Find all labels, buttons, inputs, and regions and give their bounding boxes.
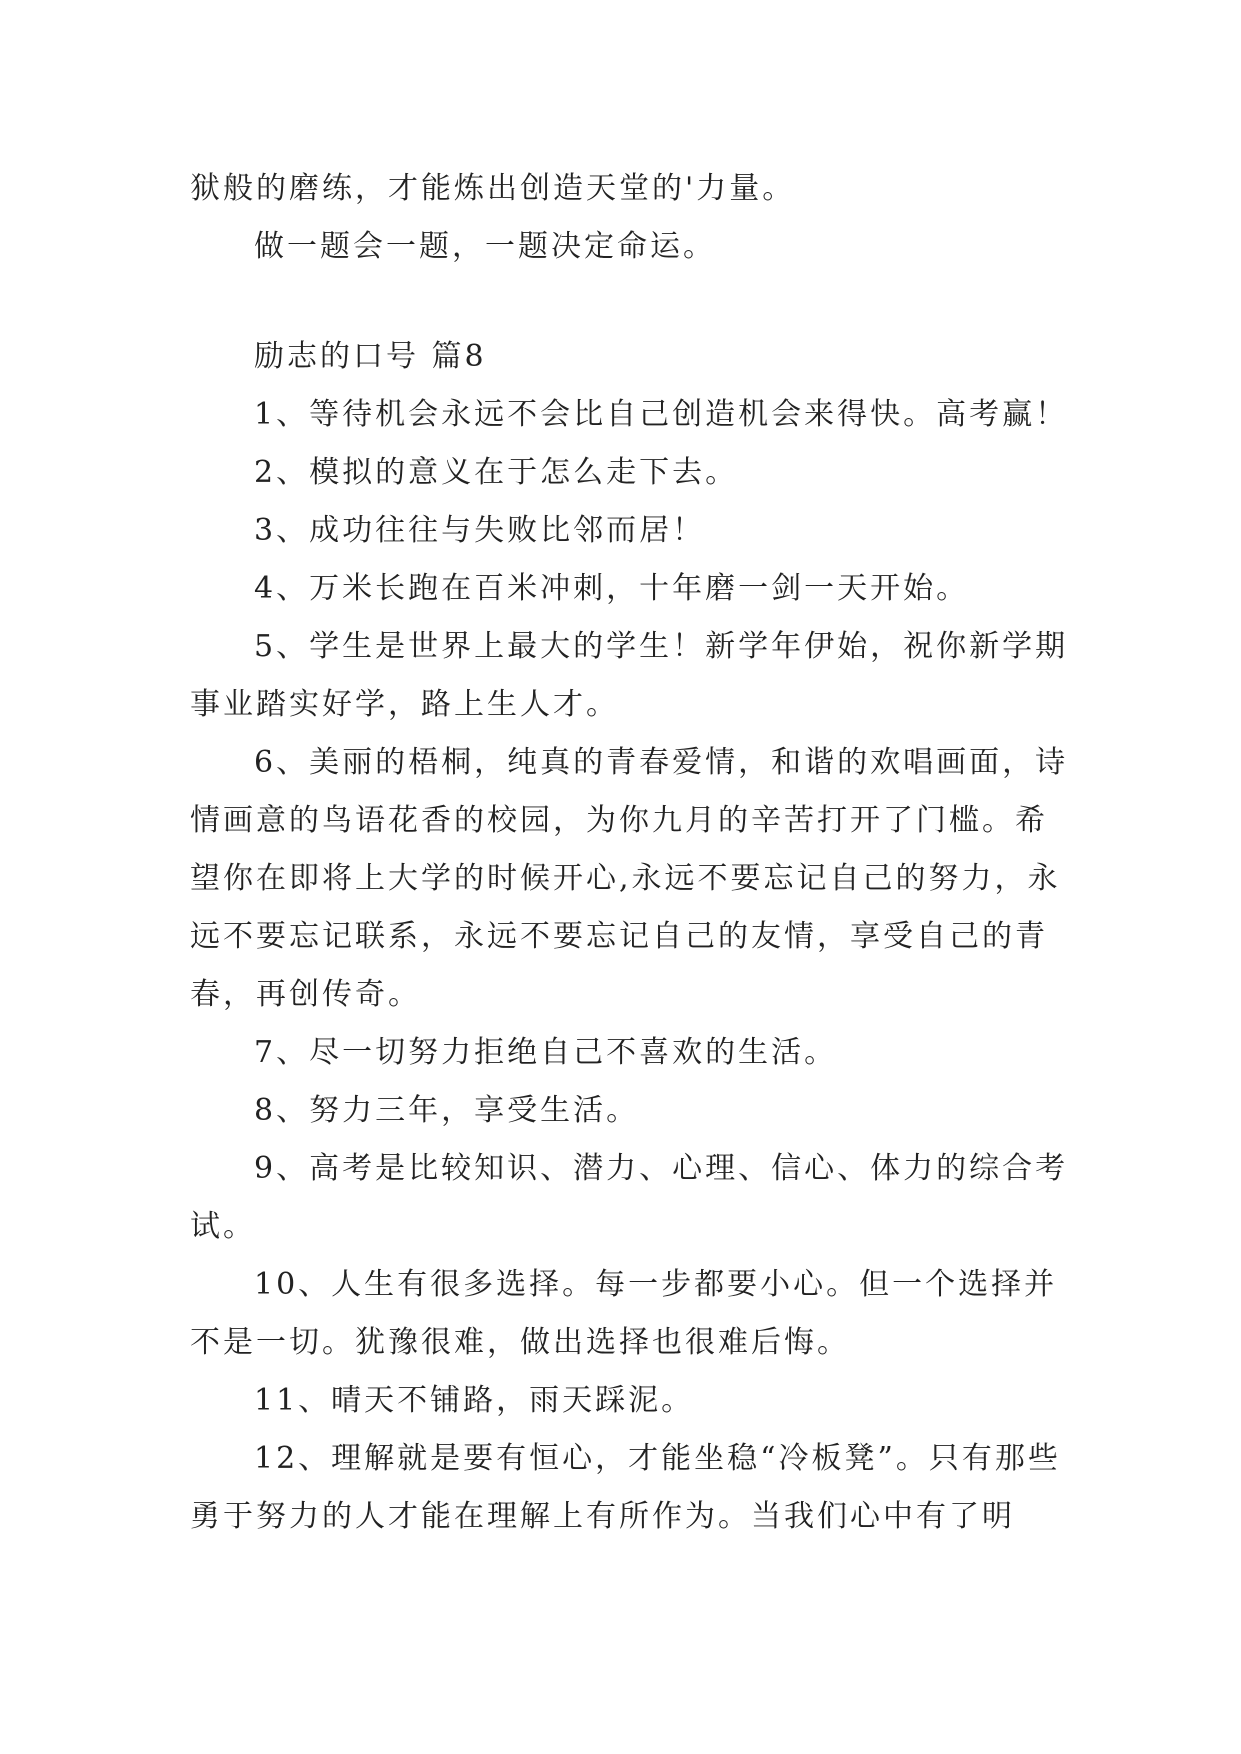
list-item: 7、尽一切努力拒绝自己不喜欢的生活。 <box>254 1035 838 1070</box>
list-item: 3、成功往往与失败比邻而居！ <box>254 513 706 548</box>
list-item: 11、晴天不铺路，雨天踩泥。 <box>254 1383 695 1418</box>
section-gap <box>190 276 1070 328</box>
section-title: 励志的口号 篇8 <box>254 339 487 374</box>
list-item: 2、模拟的意义在于怎么走下去。 <box>254 455 739 490</box>
list-item: 1、等待机会永远不会比自己创造机会来得快。高考赢！ <box>254 397 1069 432</box>
list-item: 6、美丽的梧桐，纯真的青春爱情，和谐的欢唱画面，诗情画意的鸟语花香的校园，为你九月的辛苦打开了门槛。希望你在即将上大学的时候开心,永远不要忘记自己的努力，永远不要忘记联系，永远不要忘记自己的友情，享受自己的青春，再创传奇。 <box>190 745 1069 1012</box>
list-item: 5、学生是世界上最大的学生！新学年伊始，祝你新学期事业踏实好学，路上生人才。 <box>190 629 1069 722</box>
list-item: 10、人生有很多选择。每一步都要小心。但一个选择并不是一切。犹豫很难，做出选择也很难后悔。 <box>190 1267 1058 1360</box>
paragraph: 做一题会一题，一题决定命运。 <box>254 229 716 264</box>
list-item: 9、高考是比较知识、潜力、心理、信心、体力的综合考试。 <box>190 1151 1069 1244</box>
continuation-paragraph: 狱般的磨练，才能炼出创造天堂的'力量。 <box>190 171 796 206</box>
list-item: 4、万米长跑在百米冲刺，十年磨一剑一天开始。 <box>254 571 970 606</box>
list-item: 8、努力三年，享受生活。 <box>254 1093 640 1128</box>
list-item: 12、理解就是要有恒心，才能坐稳“冷板凳”。只有那些勇于努力的人才能在理解上有所作为。当我们心中有了明 <box>190 1441 1061 1534</box>
document-body <box>190 160 1070 1546</box>
